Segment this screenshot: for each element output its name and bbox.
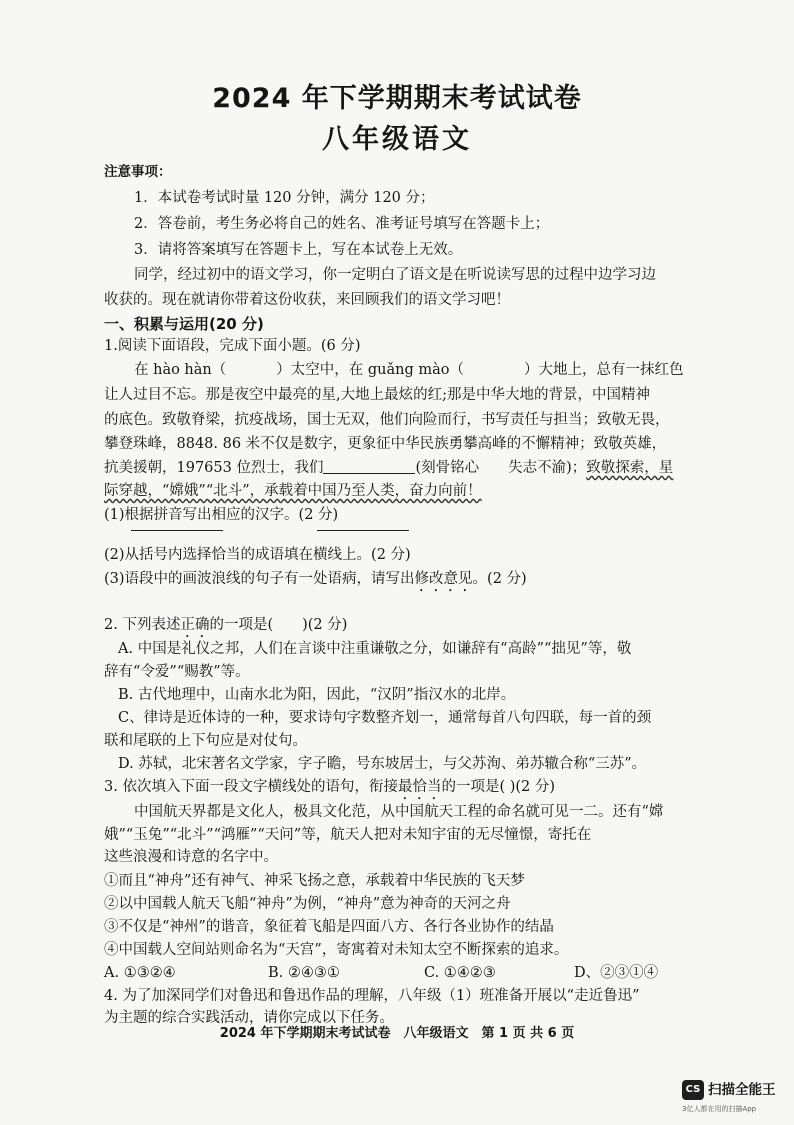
q1-sub-1: (1)根据拼音写出相应的汉字。(2 分) [104,507,339,523]
notice-item-3: 3．请将答案填写在答题卡上，写在本试卷上无效。 [134,242,463,258]
q3-passage-line-1: 中国航天界都是文化人，极具文化范，从中国航天工程的命名就可见一二。还有“嫦 [134,804,664,820]
section-1-heading: 一、积累与运用(20 分) [104,315,264,333]
q2-option-d: D. 苏轼，北宋著名文学家，字子瞻，号东坡居士，与父苏洵、弟苏辙合称“三苏”。 [118,756,647,772]
intro-line-2: 收获的。现在就请你带着这份收获，来回顾我们的语文学习吧！ [104,292,510,308]
answer-line-2 [317,530,409,531]
q3-choice-b: B. ②④③① [268,965,340,981]
q2-stem-b: 的一项是( )(2 分) [209,617,348,633]
q2-stem [104,614,347,641]
q1-passage-1a: 在 hào hàn（ [134,362,227,378]
q3-sentence-2: ②以中国载人航天飞船“神舟”为例，“神舟”意为神奇的天河之舟 [104,896,511,912]
notice-heading: 注意事项： [104,164,172,180]
q2-stem-emphasis: 正确 [180,617,210,633]
q3-stem [104,776,555,803]
q1-passage-5b: (刻骨铭心 失志不渝)； [415,460,587,476]
q3-choice-d: D、②③①④ [574,965,659,981]
watermark-slogan: 3亿人都在用的扫描App [682,1105,757,1113]
q3-passage-line-2: 娥”“玉兔”“北斗”“鸿雁”“天问”等，航天人把对未知宇宙的无尽憧憬，寄托在 [104,827,592,843]
exam-subject: 八年级语文 [322,124,472,155]
q3-sentence-4: ④中国载人空间站则命名为“天宫”，寄寓着对未知太空不断探索的追求。 [104,942,569,958]
q1-sub-3-emphasis: 修改意见 [414,571,473,587]
q4-line-1: 4. 为了加深同学们对鲁迅和鲁迅作品的理解，八年级（1）班准备开展以“走近鲁迅” [104,988,640,1004]
q1-passage-line-1 [134,359,684,381]
exam-title: 2024 年下学期期末考试试卷 [212,83,582,114]
idiom-blank [323,459,415,474]
q1-passage-1c: ）大地上，总有一抹红色 [524,362,684,378]
camscanner-logo-icon: CS [682,1080,704,1100]
q3-sentence-3: ③不仅是“神州”的谐音，象征着飞船是四面八方、各行各业协作的结晶 [104,919,554,935]
q1-sub-3b: 。(2 分) [472,571,527,587]
q4-line-2: 为主题的综合实践活动，请你完成以下任务。 [104,1010,394,1026]
answer-line-1 [131,530,223,531]
q1-passage-line-2: 让人过目不忘。那是夜空中最亮的星,大地上最炫的红;那是中华大地的背景，中国精神 [104,387,650,403]
q2-option-c-line-2: 联和尾联的上下句应是对仗句。 [104,733,307,749]
q3-stem-a: 3. 依次填入下面一段文字横线处的语句，衔接 [104,779,398,795]
q3-passage-line-3: 这些浪漫和诗意的名字中。 [104,849,278,865]
q1-stem: 1.阅读下面语段，完成下面小题。(6 分) [104,338,361,354]
watermark-name: 扫描全能王 [708,1082,776,1098]
intro-line-1: 同学，经过初中的语文学习，你一定明白了语文是在听说读写思的过程中边学习边 [134,267,656,283]
q2-option-a-line-2: 辞有“令爱”“赐教”等。 [104,664,250,680]
q2-option-b: B. 古代地理中，山南水北为阳，因此，“汉阴”指汉水的北岸。 [118,687,516,703]
q1-sub-3a: (3)语段中的画波浪线的句子有一处语病，请写出 [104,571,415,587]
notice-item-1: 1．本试卷考试时量 120 分钟，满分 120 分； [134,190,435,206]
q1-sub-2: (2)从括号内选择恰当的成语填在横线上。(2 分) [104,547,411,563]
wavy-sentence-part-1: 致敬探索，星 [586,460,674,476]
q1-passage-5a: 抗美援朝，197653 位烈士，我们 [104,460,324,476]
q3-stem-b: 的一项是( )(2 分) [441,779,556,795]
q2-option-c-line-1: C、律诗是近体诗的一种，要求诗句字数整齐划一，通常每首八句四联，每一首的颈 [118,710,652,726]
q1-passage-line-6 [104,480,482,502]
q1-passage-line-4: 攀登珠峰，8848. 86 米不仅是数字，更象征中华民族勇攀高峰的不懈精神；致敬英雄， [104,436,667,452]
q1-sub-3 [104,568,527,595]
scanner-watermark [682,1079,790,1119]
q2-stem-a: 2. 下列表述 [104,617,181,633]
q2-option-a-line-1: A. 中国是礼仪之邦，人们在言谈中注重谦敬之分，如谦辞有“高龄”“拙见”等，敬 [118,641,632,657]
q1-passage-1b: ）太空中，在 guǎng mào（ [276,362,464,378]
wavy-sentence-part-2: 际穿越，“嫦娥”“北斗”，承载着中国乃至人类，奋力向前！ [104,483,482,499]
q3-sentence-1: ①而且“神舟”还有神气、神采飞扬之意，承载着中华民族的飞天梦 [104,873,525,889]
q3-choice-c: C. ①④②③ [424,965,496,981]
q3-stem-emphasis: 最恰当 [397,779,442,795]
q1-passage-line-3: 的底色。致敬脊梁，抗疫战场，国士无双，他们向险而行，书写责任与担当；致敬无畏， [104,412,670,428]
page-footer: 2024 年下学期期末考试试卷 八年级语文 第 1 页 共 6 页 [219,1026,575,1041]
notice-item-2: 2．答卷前，考生务必将自己的姓名、准考证号填写在答题卡上； [134,216,550,232]
q1-passage-line-5 [104,457,673,479]
q3-choice-a: A. ①③②④ [104,965,176,981]
